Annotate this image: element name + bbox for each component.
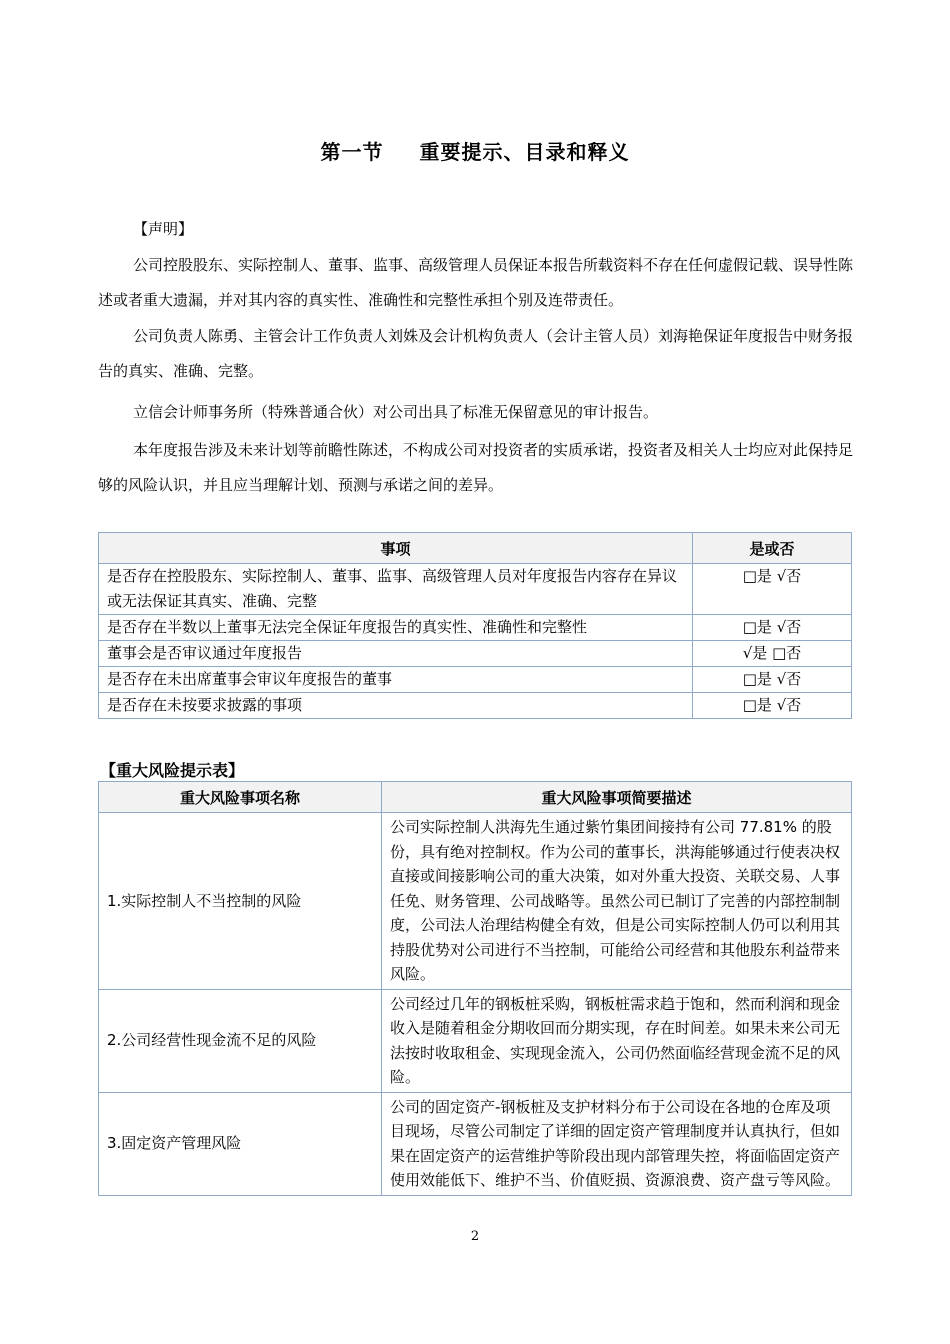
table-row xyxy=(99,667,852,693)
risk-name: 1.实际控制人不当控制的风险 xyxy=(99,813,382,990)
risk-description: 公司实际控制人洪海先生通过紫竹集团间接持有公司 77.81% 的股份，具有绝对控制权。作为公司的董事长，洪海能够通过行使表决权直接或间接影响公司的重大决策，如对外重大投资、关联交易、人事任免、财务管理、公司战略等。虽然公司已制订了完善的内部控制制度，公司法人治理结构健全有效，但是公司实际控制人仍可以利用其持股优势对公司进行不当控制，可能给公司经营和其他股东利益带来风险。 xyxy=(382,813,852,990)
risk-table-heading: 【重大风险提示表】 xyxy=(100,761,245,780)
matter-item: 董事会是否审议通过年度报告 xyxy=(99,641,693,667)
header-item: 事项 xyxy=(99,533,693,564)
page-title xyxy=(0,136,950,165)
matter-item: 是否存在未按要求披露的事项 xyxy=(99,693,693,719)
header-risk-desc: 重大风险事项简要描述 xyxy=(382,782,852,813)
statement-label: 【声明】 xyxy=(133,220,194,238)
matter-item: 是否存在控股股东、实际控制人、董事、监事、高级管理人员对年度报告内容存在异议或无法保证其真实、准确、完整 xyxy=(99,564,693,615)
header-answer: 是或否 xyxy=(693,533,852,564)
table-row xyxy=(99,813,852,990)
matters-table xyxy=(98,532,852,719)
risk-description: 公司经过几年的钢板桩采购，钢板桩需求趋于饱和，然而利润和现金收入是随着租金分期收回而分期实现，存在时间差。如果未来公司无法按时收取租金、实现现金流入，公司仍然面临经营现金流不足的风险。 xyxy=(382,989,852,1092)
matter-item: 是否存在未出席董事会审议年度报告的董事 xyxy=(99,667,693,693)
section-title: 重要提示、目录和释义 xyxy=(419,140,630,164)
matter-answer: □是 √否 xyxy=(693,615,852,641)
table-row xyxy=(99,564,852,615)
table-row xyxy=(99,693,852,719)
table-row xyxy=(99,641,852,667)
matter-item: 是否存在半数以上董事无法完全保证年度报告的真实性、准确性和完整性 xyxy=(99,615,693,641)
matters-table-header xyxy=(99,533,852,564)
risk-table xyxy=(98,781,852,1196)
section-number: 第一节 xyxy=(320,140,384,164)
matter-answer: □是 √否 xyxy=(693,564,852,615)
table-row xyxy=(99,1092,852,1195)
table-row xyxy=(99,989,852,1092)
statement-paragraph-2: 公司负责人陈勇、主管会计工作负责人刘姝及会计机构负责人（会计主管人员）刘海艳保证年度报告中财务报告的真实、准确、完整。 xyxy=(98,327,854,380)
page-number: 2 xyxy=(470,1229,480,1244)
matter-answer: □是 √否 xyxy=(693,667,852,693)
risk-description: 公司的固定资产-钢板桩及支护材料分布于公司设在各地的仓库及项目现场，尽管公司制定了详细的固定资产管理制度并认真执行，但如果在固定资产的运营维护等阶段出现内部管理失控，将面临固定资产使用效能低下、维护不当、价值贬损、资源浪费、资产盘亏等风险。 xyxy=(382,1092,852,1195)
statement-paragraph-1: 公司控股股东、实际控制人、董事、监事、高级管理人员保证本报告所载资料不存在任何虚假记载、误导性陈述或者重大遗漏，并对其内容的真实性、准确性和完整性承担个别及连带责任。 xyxy=(98,256,854,309)
statement-paragraph-3: 立信会计师事务所（特殊普通合伙）对公司出具了标准无保留意见的审计报告。 xyxy=(133,403,659,421)
risk-name: 3.固定资产管理风险 xyxy=(99,1092,382,1195)
risk-table-header xyxy=(99,782,852,813)
table-row xyxy=(99,615,852,641)
matter-answer: □是 √否 xyxy=(693,693,852,719)
header-risk-name: 重大风险事项名称 xyxy=(99,782,382,813)
matter-answer: √是 □否 xyxy=(693,641,852,667)
risk-name: 2.公司经营性现金流不足的风险 xyxy=(99,989,382,1092)
statement-paragraph-4: 本年度报告涉及未来计划等前瞻性陈述，不构成公司对投资者的实质承诺，投资者及相关人士均应对此保持足够的风险认识，并且应当理解计划、预测与承诺之间的差异。 xyxy=(98,441,854,494)
